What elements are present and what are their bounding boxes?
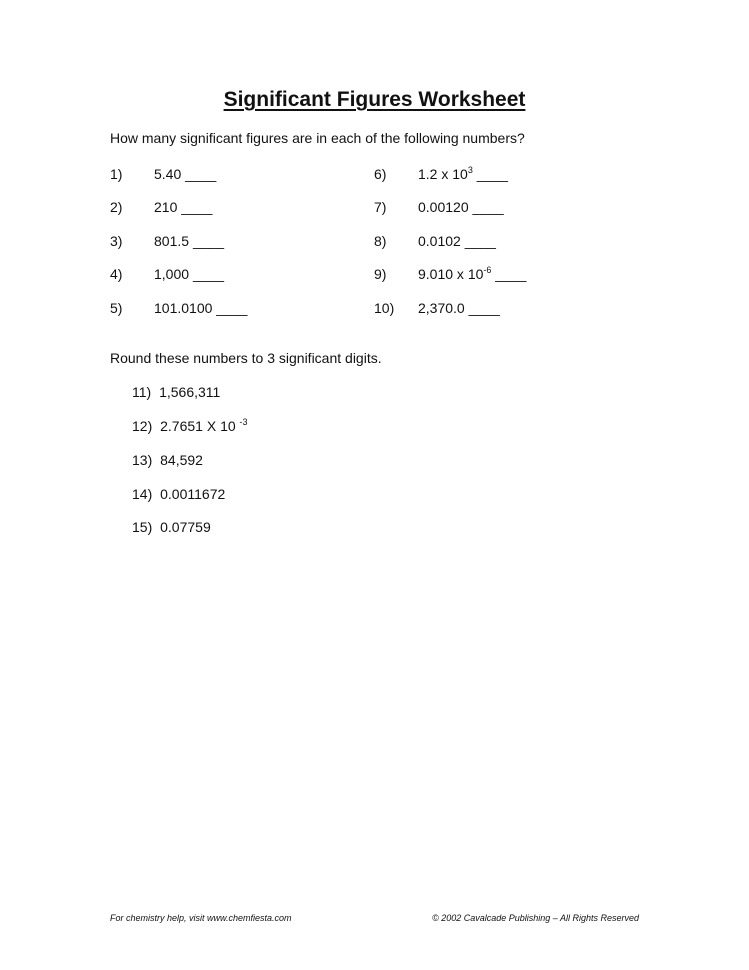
answer-blank: ____ xyxy=(472,199,504,215)
section2-instruction: Round these numbers to 3 significant digits. xyxy=(110,350,382,366)
question-value: 0.0011672 xyxy=(160,486,226,502)
question-value xyxy=(418,166,508,182)
question-value: 84,592 xyxy=(160,452,203,468)
answer-blank: ____ xyxy=(464,233,496,249)
question-number: 6) xyxy=(374,166,387,182)
question-number-value: 0.0102 xyxy=(418,233,461,249)
question-value xyxy=(154,199,212,215)
page-title: Significant Figures Worksheet xyxy=(223,88,526,111)
question-value xyxy=(154,300,247,316)
question-number: 12) xyxy=(132,418,153,434)
question-number-value: 2,370.0 xyxy=(418,300,465,316)
exponent: -3 xyxy=(239,417,248,427)
question-value: 1,566,311 xyxy=(159,384,221,400)
question-number: 14) xyxy=(132,486,153,502)
question-value xyxy=(154,233,224,249)
question-value xyxy=(154,166,216,182)
answer-blank: ____ xyxy=(192,266,225,282)
question-15 xyxy=(132,519,211,535)
question-value xyxy=(418,300,500,316)
question-number: 9) xyxy=(374,266,387,282)
question-number-value: 1.2 x 10 xyxy=(418,166,468,182)
answer-blank: ____ xyxy=(216,300,248,316)
question-number: 2) xyxy=(110,199,123,215)
question-number-value: 210 xyxy=(154,199,178,215)
question-number-value: 9.010 x 10 xyxy=(418,266,484,282)
answer-blank: ____ xyxy=(192,233,225,249)
question-number: 7) xyxy=(374,199,387,215)
question-number: 4) xyxy=(110,266,123,282)
question-number-value: 801.5 xyxy=(154,233,190,249)
footer-help-link-text: For chemistry help, visit www.chemfiesta.com xyxy=(110,913,292,923)
question-number: 1) xyxy=(110,166,123,182)
question-value xyxy=(418,233,496,249)
answer-blank: ____ xyxy=(468,300,500,316)
question-number-value: 5.40 xyxy=(154,166,182,182)
question-11 xyxy=(132,384,220,400)
question-value xyxy=(154,266,224,282)
answer-blank: ____ xyxy=(476,166,508,182)
question-number: 10) xyxy=(374,300,395,316)
question-number: 15) xyxy=(132,519,153,535)
question-number-value: 101.0100 xyxy=(154,300,213,316)
question-value: 0.07759 xyxy=(160,519,211,535)
question-12 xyxy=(132,418,248,434)
question-value xyxy=(418,266,526,282)
exponent: 3 xyxy=(467,165,473,175)
question-number-value: 2.7651 X 10 xyxy=(160,418,240,434)
question-number: 3) xyxy=(110,233,123,249)
question-13 xyxy=(132,452,203,468)
question-number: 8) xyxy=(374,233,387,249)
question-14 xyxy=(132,486,225,502)
question-number: 5) xyxy=(110,300,123,316)
question-value xyxy=(160,418,247,434)
answer-blank: ____ xyxy=(185,166,217,182)
question-value xyxy=(418,199,504,215)
footer-copyright: © 2002 Cavalcade Publishing – All Rights Reserved xyxy=(432,913,639,923)
question-number-value: 0.00120 xyxy=(418,199,469,215)
section1-instruction: How many significant figures are in each of the following numbers? xyxy=(110,130,525,146)
answer-blank: ____ xyxy=(181,199,213,215)
exponent: -6 xyxy=(483,265,492,275)
question-number: 11) xyxy=(132,384,152,400)
question-number: 13) xyxy=(132,452,153,468)
question-number-value: 1,000 xyxy=(154,266,190,282)
answer-blank: ____ xyxy=(495,266,527,282)
